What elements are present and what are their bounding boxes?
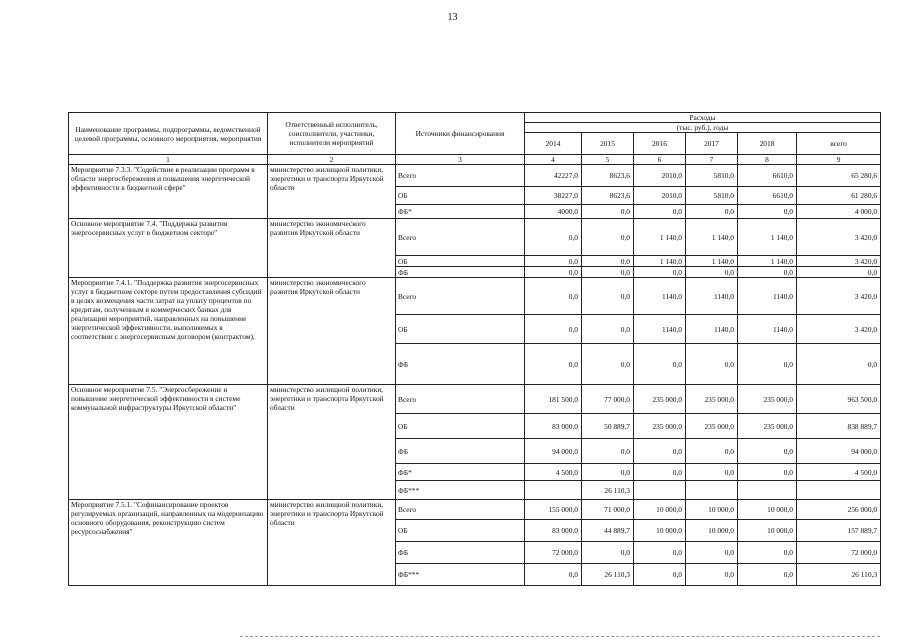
year-value: 0,0 xyxy=(738,564,797,586)
year-value: 1140,0 xyxy=(686,278,738,315)
year-value: 1 140,0 xyxy=(634,256,686,267)
header-year: 2017 xyxy=(686,133,738,155)
year-value: 71 000,0 xyxy=(582,500,634,520)
activity-name: Мероприятие 7.3.3. "Содействие в реализации программ в области энергосбережения и повышения энергетической эффективности в бюджетной сфере" xyxy=(69,165,268,219)
year-value xyxy=(634,481,686,500)
activity-name: Основное мероприятие 7.5. "Энергосбережение и повышение энергетической эффективности в системе коммунальной инфраструктуры Иркутской области" xyxy=(69,385,268,500)
year-value: 0,0 xyxy=(582,267,634,278)
year-value: 1 140,0 xyxy=(738,219,797,256)
total-value: 3 420,0 xyxy=(797,278,881,315)
year-value: 0,0 xyxy=(582,464,634,481)
year-value: 10 000,0 xyxy=(738,520,797,542)
total-value: 157 889,7 xyxy=(797,520,881,542)
year-value: 4000,0 xyxy=(525,205,582,219)
funding-source: ФБ xyxy=(396,542,525,564)
year-value: 0,0 xyxy=(634,344,686,385)
total-value: 4 000,0 xyxy=(797,205,881,219)
header-year: 2016 xyxy=(634,133,686,155)
year-value: 0,0 xyxy=(686,344,738,385)
year-value: 0,0 xyxy=(634,542,686,564)
funding-source: ФБ xyxy=(396,439,525,464)
column-index-row xyxy=(69,155,881,165)
year-value: 26 110,3 xyxy=(582,481,634,500)
column-index: 1 xyxy=(69,155,268,165)
year-value xyxy=(525,481,582,500)
funding-source: ФБ* xyxy=(396,464,525,481)
total-value: 26 110,3 xyxy=(797,564,881,586)
year-value: 0,0 xyxy=(582,219,634,256)
total-value: 3 420,0 xyxy=(797,315,881,344)
total-value xyxy=(797,481,881,500)
table-row xyxy=(69,278,881,315)
total-value: 0,0 xyxy=(797,267,881,278)
page-number: 13 xyxy=(447,12,458,23)
year-value: 0,0 xyxy=(686,464,738,481)
year-value: 181 500,0 xyxy=(525,385,582,414)
header-source: Источники финансирования xyxy=(396,113,525,155)
total-value: 65 280,6 xyxy=(797,165,881,187)
total-value: 838 889,7 xyxy=(797,414,881,439)
table-row xyxy=(69,219,881,256)
year-value: 0,0 xyxy=(582,278,634,315)
year-value: 50 889,7 xyxy=(582,414,634,439)
funding-source: Всего xyxy=(396,385,525,414)
year-value: 83 000,0 xyxy=(525,414,582,439)
header-year: 2015 xyxy=(582,133,634,155)
year-value: 0,0 xyxy=(582,205,634,219)
header-units: (тыс. руб.), годы xyxy=(525,123,881,133)
year-value: 0,0 xyxy=(525,267,582,278)
column-index: 7 xyxy=(686,155,738,165)
column-index: 6 xyxy=(634,155,686,165)
year-value: 10 000,0 xyxy=(634,520,686,542)
year-value: 0,0 xyxy=(582,542,634,564)
year-value: 155 000,0 xyxy=(525,500,582,520)
funding-source: ОБ xyxy=(396,414,525,439)
header-total: всего xyxy=(797,133,881,155)
header-name: Наименование программы, подпрограммы, ведомственной целевой программы, основного мероприятия, мероприятия xyxy=(69,113,268,155)
column-index: 4 xyxy=(525,155,582,165)
funding-source: Всего xyxy=(396,165,525,187)
year-value: 10 000,0 xyxy=(686,520,738,542)
year-value: 6610,0 xyxy=(738,187,797,205)
total-value: 963 500,0 xyxy=(797,385,881,414)
year-value: 0,0 xyxy=(634,464,686,481)
year-value: 0,0 xyxy=(525,219,582,256)
year-value: 235 000,0 xyxy=(634,385,686,414)
year-value: 72 000,0 xyxy=(525,542,582,564)
year-value: 235 000,0 xyxy=(686,414,738,439)
funding-source: ОБ xyxy=(396,315,525,344)
year-value: 1 140,0 xyxy=(686,256,738,267)
year-value: 1 140,0 xyxy=(686,219,738,256)
year-value: 0,0 xyxy=(634,564,686,586)
table-row xyxy=(69,165,881,187)
year-value: 5810,0 xyxy=(686,165,738,187)
column-index: 8 xyxy=(738,155,797,165)
year-value: 0,0 xyxy=(738,267,797,278)
year-value: 0,0 xyxy=(634,439,686,464)
year-value: 0,0 xyxy=(634,267,686,278)
funding-source: ФБ*** xyxy=(396,481,525,500)
header-year: 2014 xyxy=(525,133,582,155)
total-value: 256 000,0 xyxy=(797,500,881,520)
year-value: 235 000,0 xyxy=(634,414,686,439)
year-value: 44 889,7 xyxy=(582,520,634,542)
responsible-executor: министерство жилищной политики, энергетики и транспорта Иркутской области xyxy=(268,385,396,500)
funding-source: ОБ xyxy=(396,256,525,267)
year-value: 235 000,0 xyxy=(738,414,797,439)
year-value: 0,0 xyxy=(686,542,738,564)
column-index: 2 xyxy=(268,155,396,165)
activity-name: Мероприятие 7.4.1. "Поддержка развития энергосервисных услуг в бюджетном секторе путем предоставления субсидий в целях возмещения части затрат на уплату процентов по кредитам, полученным в коммерческих банках для реализации мероприятий, направленных на повышение энергетической эффективности, выполняемых в соответствии с энергосервисным договором (контрактом), xyxy=(69,278,268,385)
year-value: 0,0 xyxy=(525,344,582,385)
year-value: 1 140,0 xyxy=(738,256,797,267)
year-value: 77 000,0 xyxy=(582,385,634,414)
year-value: 10 000,0 xyxy=(738,500,797,520)
table-row xyxy=(69,385,881,414)
year-value: 0,0 xyxy=(738,439,797,464)
total-value: 3 420,0 xyxy=(797,219,881,256)
year-value: 83 000,0 xyxy=(525,520,582,542)
year-value: 1 140,0 xyxy=(634,219,686,256)
year-value xyxy=(738,481,797,500)
year-value: 0,0 xyxy=(582,256,634,267)
funding-source: ФБ xyxy=(396,267,525,278)
year-value: 26 110,3 xyxy=(582,564,634,586)
funding-source: Всего xyxy=(396,500,525,520)
year-value: 0,0 xyxy=(525,564,582,586)
funding-source: ФБ xyxy=(396,344,525,385)
column-index: 3 xyxy=(396,155,525,165)
column-index: 5 xyxy=(582,155,634,165)
year-value: 0,0 xyxy=(738,542,797,564)
year-value: 10 000,0 xyxy=(634,500,686,520)
activity-name: Мероприятие 7.5.1. "Софинансирование проектов регулируемых организаций, направленных на модернизацию основного оборудования, реконструкцию систем ресурсоснабжения" xyxy=(69,500,268,586)
year-value: 235 000,0 xyxy=(686,385,738,414)
financing-table xyxy=(68,112,881,586)
year-value: 0,0 xyxy=(525,315,582,344)
year-value: 0,0 xyxy=(634,205,686,219)
year-value: 0,0 xyxy=(582,344,634,385)
year-value: 0,0 xyxy=(686,564,738,586)
year-value: 0,0 xyxy=(525,278,582,315)
table-row xyxy=(69,500,881,520)
year-value: 38227,0 xyxy=(525,187,582,205)
total-value: 72 000,0 xyxy=(797,542,881,564)
year-value xyxy=(686,481,738,500)
total-value: 3 420,0 xyxy=(797,256,881,267)
year-value: 1140,0 xyxy=(738,278,797,315)
year-value: 1140,0 xyxy=(738,315,797,344)
year-value: 235 000,0 xyxy=(738,385,797,414)
funding-source: ОБ xyxy=(396,187,525,205)
header-responsible: Ответственный исполнитель, соисполнители, участники, исполнители мероприятий xyxy=(268,113,396,155)
year-value: 0,0 xyxy=(738,464,797,481)
bottom-rule xyxy=(240,636,880,637)
column-index: 9 xyxy=(797,155,881,165)
year-value: 0,0 xyxy=(686,205,738,219)
total-value: 61 280,6 xyxy=(797,187,881,205)
year-value: 0,0 xyxy=(525,256,582,267)
year-value: 0,0 xyxy=(582,315,634,344)
total-value: 0,0 xyxy=(797,344,881,385)
year-value: 10 000,0 xyxy=(686,500,738,520)
responsible-executor: министерство экономического развития Иркутской области xyxy=(268,219,396,278)
funding-source: Всего xyxy=(396,219,525,256)
year-value: 1140,0 xyxy=(634,278,686,315)
year-value: 0,0 xyxy=(582,439,634,464)
funding-source: ОБ xyxy=(396,520,525,542)
year-value: 2010,0 xyxy=(634,187,686,205)
year-value: 8623,6 xyxy=(582,165,634,187)
table-body xyxy=(69,155,881,586)
year-value: 94 000,0 xyxy=(525,439,582,464)
year-value: 0,0 xyxy=(686,439,738,464)
year-value: 1140,0 xyxy=(686,315,738,344)
header-expenses: Расходы xyxy=(525,113,881,123)
responsible-executor: министерство жилищной политики, энергетики и транспорта Иркутской области xyxy=(268,500,396,586)
total-value: 94 000,0 xyxy=(797,439,881,464)
year-value: 6610,0 xyxy=(738,165,797,187)
total-value: 4 500,0 xyxy=(797,464,881,481)
activity-name: Основное мероприятие 7.4. "Поддержка развития энергосервисных услуг в бюджетном секторе" xyxy=(69,219,268,278)
year-value: 1140,0 xyxy=(634,315,686,344)
funding-source: Всего xyxy=(396,278,525,315)
year-value: 2010,0 xyxy=(634,165,686,187)
responsible-executor: министерство жилищной политики, энергетики и транспорта Иркутской области xyxy=(268,165,396,219)
year-value: 42227,0 xyxy=(525,165,582,187)
year-value: 0,0 xyxy=(738,205,797,219)
year-value: 4 500,0 xyxy=(525,464,582,481)
funding-source: ФБ* xyxy=(396,205,525,219)
year-value: 0,0 xyxy=(738,344,797,385)
header-year: 2018 xyxy=(738,133,797,155)
funding-source: ФБ*** xyxy=(396,564,525,586)
responsible-executor: министерство экономического развития Иркутской области xyxy=(268,278,396,385)
year-value: 5810,0 xyxy=(686,187,738,205)
year-value: 8623,6 xyxy=(582,187,634,205)
year-value: 0,0 xyxy=(686,267,738,278)
